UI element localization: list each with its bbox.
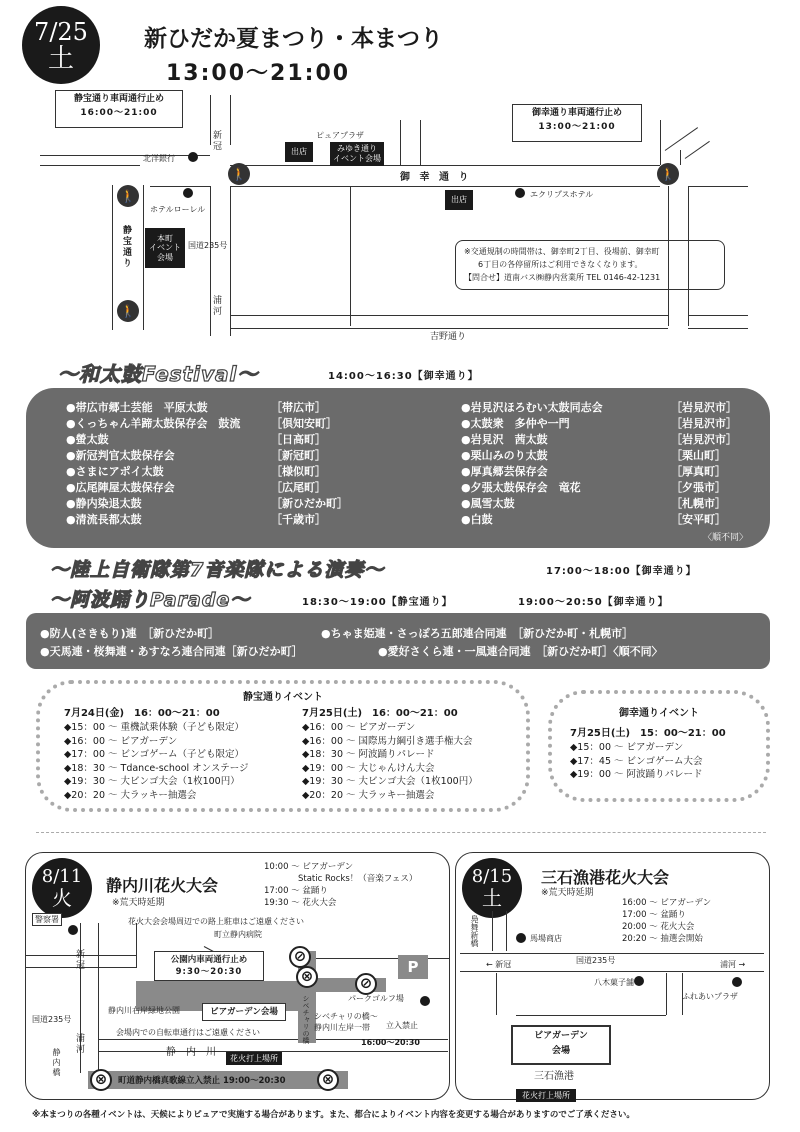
event-item: ◆19：00 ～ 阿波踊りパレード bbox=[570, 769, 703, 780]
band-time: 17:00～18:00【御幸通り】 bbox=[546, 566, 697, 577]
fw1-rain: ※荒天時延期 bbox=[112, 898, 165, 908]
stall-marker-2: 出店 bbox=[445, 190, 473, 210]
label-eclipse: エクリプスホテル bbox=[530, 190, 594, 199]
fw2-weekday: 土 bbox=[482, 886, 502, 910]
taiko-row bbox=[461, 512, 746, 528]
taiko-group-city: ［日高町］ bbox=[271, 433, 326, 446]
fw1-schedule bbox=[264, 861, 417, 909]
label-shizuho-street: 静宝通り bbox=[121, 225, 131, 269]
band-section-title: ～陸上自衛隊第7音楽隊による演奏～ bbox=[50, 559, 385, 581]
fw1-weekday: 火 bbox=[52, 886, 72, 910]
no-entry-icon-4: ⊗ bbox=[90, 1069, 112, 1091]
event-item: ◆19：30 ～ 大ビンゴ大会（1枚100円） bbox=[64, 776, 240, 787]
fw2-shinkan: ← 新冠 bbox=[486, 960, 512, 969]
taiko-row bbox=[66, 448, 381, 464]
label-shinkan: 新冠 bbox=[211, 130, 221, 152]
taiko-group-city: ［新ひだか町］ bbox=[271, 497, 348, 510]
schedule-item: 20:20 ～ 抽選会開始 bbox=[622, 934, 703, 944]
event-item: ◆15：00 ～ 重機試乗体験（子ども限定） bbox=[64, 722, 245, 733]
taiko-time: 14:00～16:30【御幸通り】 bbox=[328, 371, 479, 382]
pedestrian-icon-1: 🚶 bbox=[228, 163, 250, 185]
taiko-group-name: ●風雪太鼓 bbox=[461, 497, 515, 510]
date-badge-7-25 bbox=[22, 6, 100, 84]
notice-line-2: 6丁目の各停留所はご利用できなくなります。 bbox=[478, 260, 643, 269]
date-badge-8-15 bbox=[462, 858, 522, 918]
taiko-group-city: ［様似町］ bbox=[271, 465, 326, 478]
awa-time-1: 18:30～19:00【静宝通り】 bbox=[302, 597, 453, 608]
taiko-group-name: ●広尾陣屋太鼓保存会 bbox=[66, 481, 175, 494]
park-closure-title: 公園内車両通行止め bbox=[170, 955, 248, 965]
taiko-row bbox=[66, 480, 381, 496]
event-item: ◆19：30 ～ 大ビンゴ大会（1枚100円） bbox=[302, 776, 478, 787]
section-divider bbox=[36, 832, 766, 833]
police-marker bbox=[68, 925, 78, 935]
closure-left-time: 16:00～21:00 bbox=[80, 107, 158, 118]
taiko-group-city: ［栗山町］ bbox=[671, 449, 726, 462]
shizuho-day2-list bbox=[302, 721, 478, 802]
taiko-right-list bbox=[461, 400, 746, 528]
miyuki-day bbox=[570, 726, 726, 782]
taiko-order-note: 〈順不同〉 bbox=[702, 533, 748, 543]
taiko-group-name: ●清流長都太鼓 bbox=[66, 513, 142, 526]
no-entry-icon-2: ⊗ bbox=[296, 966, 318, 988]
taiko-row bbox=[66, 400, 381, 416]
awa-row1-right: ●ちゃま姫連・さっぽろ五郎連合同連 ［新ひだか町・札幌市］ bbox=[321, 627, 634, 640]
awa-section-title: ～阿波踊りParade～ bbox=[50, 589, 251, 611]
shizuho-closure-box bbox=[55, 90, 183, 128]
taiko-group-name: ●新冠判官太鼓保存会 bbox=[66, 449, 175, 462]
fw2-title: 三石漁港花火大会 bbox=[541, 868, 670, 887]
event-item: ◆19：00 ～ 大じゃんけん大会 bbox=[302, 762, 435, 774]
fw1-no-entry-time: 16:00～20:30 bbox=[361, 1038, 420, 1047]
taiko-group-city: ［安平町］ bbox=[671, 513, 726, 526]
label-hotel-laurel: ホテルローレル bbox=[150, 205, 206, 214]
awa-groups-box bbox=[26, 613, 770, 669]
fw2-baba-shop: 馬場商店 bbox=[530, 934, 562, 943]
taiko-group-city: ［帯広市］ bbox=[271, 401, 326, 414]
fw1-no-entry: 立入禁止 bbox=[386, 1021, 418, 1030]
no-entry-icon-1: ⊘ bbox=[289, 946, 311, 968]
miyuki-day-header: 7月25日(土) 15：00～21：00 bbox=[570, 728, 726, 739]
pedestrian-icon-2: 🚶 bbox=[657, 163, 679, 185]
event-item: ◆17：00 ～ ビンゴゲーム（子ども限定） bbox=[64, 749, 245, 760]
taiko-row bbox=[461, 432, 746, 448]
fw1-shinkan: 新冠 bbox=[74, 949, 84, 971]
taiko-group-name: ●静内染退太鼓 bbox=[66, 497, 142, 510]
label-urakawa: 浦河 bbox=[211, 295, 221, 317]
taiko-group-name: ●さまにアポイ太鼓 bbox=[66, 465, 164, 478]
taiko-group-name: ●栗山みのり太鼓 bbox=[461, 449, 548, 462]
taiko-group-city: ［広尾町］ bbox=[271, 481, 326, 494]
date-badge-8-11 bbox=[32, 858, 92, 918]
pedestrian-icon-4: 🚶 bbox=[117, 300, 139, 322]
awa-row1-left: ●防人(さきもり)連 ［新ひだか町］ bbox=[40, 627, 220, 640]
weekday-text: 土 bbox=[47, 44, 74, 74]
event-item: ◆16：00 ～ 国際馬力綱引き選手権大会 bbox=[302, 735, 473, 747]
label-route235: 国道235号 bbox=[188, 241, 228, 250]
taiko-group-name: ●夕張太鼓保存会 竜花 bbox=[461, 481, 581, 494]
taiko-row bbox=[461, 480, 746, 496]
shizuho-day2 bbox=[302, 706, 478, 802]
fw1-bridge-closure: 町道静内橋真歌線立入禁止 19:00～20:30 bbox=[118, 1076, 286, 1086]
taiko-group-city: ［千歳市］ bbox=[271, 513, 326, 526]
fw1-cycle-bridge: シベチャリの橋 bbox=[302, 995, 310, 1044]
taiko-row bbox=[66, 416, 381, 432]
taiko-row bbox=[66, 512, 381, 528]
awa-row2-left: ●天馬連・桜舞連・あすなろ連合同連［新ひだか町］ bbox=[40, 645, 303, 658]
event-item: ◆17：45 ～ ビンゴゲーム大会 bbox=[570, 755, 703, 767]
fw1-date: 8/11 bbox=[41, 866, 83, 887]
event-item: ◆20：20 ～ 大ラッキー抽選会 bbox=[64, 789, 197, 801]
miyuki-events-title: 御幸通りイベント bbox=[619, 708, 699, 719]
honmachi-venue-marker: 本町 イベント 会場 bbox=[145, 228, 185, 268]
taiko-group-name: ●岩見沢 茜太鼓 bbox=[461, 433, 548, 446]
fureai-marker bbox=[732, 977, 742, 987]
stall-marker-1: 出店 bbox=[285, 142, 313, 162]
taiko-section-title: ～和太鼓Festival～ bbox=[58, 362, 259, 386]
shizuho-day1 bbox=[64, 706, 249, 802]
yagi-marker bbox=[634, 976, 644, 986]
fw2-date: 8/15 bbox=[471, 866, 513, 887]
bank-marker bbox=[188, 152, 198, 162]
shizuho-events-box bbox=[36, 680, 530, 812]
fw1-route235: 国道235号 bbox=[32, 1015, 72, 1024]
taiko-group-name: ●岩見沢ほろむい太鼓同志会 bbox=[461, 401, 603, 414]
closure-left-title: 静宝通り車両通行止め bbox=[73, 94, 164, 104]
fw2-launch-site: 花火打上場所 bbox=[516, 1089, 576, 1102]
park-closure-time: 9:30～20:30 bbox=[175, 967, 243, 977]
taiko-group-city: ［岩見沢市］ bbox=[671, 401, 737, 414]
schedule-item: 17:00 ～ 盆踊り bbox=[622, 910, 686, 920]
label-miyuki-street: 御 幸 通 り bbox=[400, 172, 472, 183]
fw2-neki-bridge: 鳧舞新橋 bbox=[470, 915, 479, 947]
shizuho-day1-list bbox=[64, 721, 249, 802]
taiko-group-name: ●くっちゃん羊蹄太鼓保存会 鼓流 bbox=[66, 417, 241, 430]
fw1-park-golf: パークゴルフ場 bbox=[348, 994, 404, 1003]
awa-time-2: 19:00～20:50【御幸通り】 bbox=[518, 597, 669, 608]
fw2-rain: ※荒天時延期 bbox=[541, 888, 594, 898]
date-text: 7/25 bbox=[34, 18, 88, 46]
miyuki-closure-box bbox=[512, 104, 642, 142]
main-festival-time: 13:00～21:00 bbox=[166, 61, 351, 86]
taiko-group-name: ●太鼓衆 多仲や一門 bbox=[461, 417, 570, 430]
taiko-left-list bbox=[66, 400, 381, 528]
taiko-row bbox=[66, 496, 381, 512]
no-entry-icon-3: ⊘ bbox=[355, 973, 377, 995]
taiko-row bbox=[461, 464, 746, 480]
fw2-urakawa: 浦河 → bbox=[720, 960, 746, 969]
main-festival-title: 新ひだか夏まつり・本まつり bbox=[144, 25, 443, 52]
taiko-group-city: ［岩見沢市］ bbox=[671, 417, 737, 430]
pedestrian-icon-3: 🚶 bbox=[117, 185, 139, 207]
fw1-urakawa: 浦河 bbox=[74, 1033, 84, 1055]
taiko-row bbox=[461, 496, 746, 512]
shizuho-day2-header: 7月25日(土) 16：00～21：00 bbox=[302, 708, 458, 719]
no-entry-icon-5: ⊗ bbox=[317, 1069, 339, 1091]
miyuki-venue-marker: みゆき通り イベント会場 bbox=[330, 142, 384, 166]
fw1-parking-notice: 花火大会会場周辺での路上駐車はご遠慮ください bbox=[128, 917, 304, 926]
fw2-beer-venue: ビアガーデン 会場 bbox=[511, 1025, 611, 1065]
schedule-item: 16:00 ～ ビアガーデン bbox=[622, 898, 712, 908]
eclipse-marker bbox=[515, 188, 525, 198]
fw1-title: 静内川花火大会 bbox=[106, 876, 219, 895]
fw1-no-entry-loc: シベチャリの橋〜 静内川左岸一帯 bbox=[314, 1012, 378, 1032]
shizunai-fireworks-panel bbox=[25, 852, 450, 1100]
miyuki-events-box bbox=[548, 690, 770, 802]
label-yoshino: 吉野通り bbox=[430, 332, 467, 342]
taiko-group-city: ［岩見沢市］ bbox=[671, 433, 737, 446]
taiko-row bbox=[461, 448, 746, 464]
traffic-notice-box bbox=[455, 240, 725, 290]
fw2-route235: 国道235号 bbox=[576, 956, 616, 965]
fw2-port: 三石漁港 bbox=[534, 1071, 574, 1082]
fw1-launch-site: 花火打上場所 bbox=[226, 1052, 282, 1065]
event-item: ◆15：00 ～ ビアガーデン bbox=[570, 742, 684, 753]
taiko-group-name: ●螢太鼓 bbox=[66, 433, 109, 446]
mitsuishi-fireworks-panel bbox=[455, 852, 770, 1100]
fw1-shizunai-bridge: 静内橋 bbox=[52, 1048, 61, 1078]
police-station-box: 警察署 bbox=[32, 913, 62, 926]
event-item: ◆18：30 ～ 阿波踊りパレード bbox=[302, 749, 435, 760]
taiko-performers-box bbox=[26, 388, 770, 548]
taiko-group-city: ［夕張市］ bbox=[671, 481, 726, 494]
taiko-row bbox=[66, 464, 381, 480]
schedule-item: 20:00 ～ 花火大会 bbox=[622, 922, 695, 932]
taiko-group-name: ●白鼓 bbox=[461, 513, 493, 526]
taiko-row bbox=[461, 416, 746, 432]
fw1-river: 静 内 川 bbox=[166, 1047, 216, 1058]
fw1-hospital: 町立静内病院 bbox=[214, 930, 262, 939]
event-item: ◆16：00 ～ ビアガーデン bbox=[64, 735, 178, 747]
taiko-group-name: ●帯広市郷土芸能 平原太鼓 bbox=[66, 401, 208, 414]
hotel-laurel-marker bbox=[183, 188, 193, 198]
awa-row2-right: ●愛好さくら連・一風連合同連 ［新ひだか町］〈順不同〉 bbox=[378, 645, 663, 658]
baba-marker bbox=[516, 933, 526, 943]
label-pure-plaza: ピュアプラザ bbox=[316, 131, 364, 140]
closure-right-title: 御幸通り車両通行止め bbox=[531, 108, 622, 118]
miyuki-list bbox=[570, 741, 726, 782]
fw2-schedule bbox=[622, 897, 711, 945]
schedule-item: 19:30 ～ 花火大会 bbox=[264, 898, 337, 908]
schedule-item: 10:00 ～ ビアガーデン bbox=[264, 862, 354, 872]
park-closure-box bbox=[154, 951, 264, 981]
parking-icon: P bbox=[398, 955, 428, 979]
fw2-fureai: ふれあいプラザ bbox=[682, 992, 738, 1001]
notice-line-3: 【問合せ】道南バス㈱静内営業所 TEL 0146-42-1231 bbox=[464, 273, 661, 282]
fw1-riverside-park: 静内川右岸緑地公園 bbox=[108, 1006, 180, 1015]
fw1-beer-venue: ビアガーデン会場 bbox=[202, 1003, 286, 1021]
taiko-group-city: ［新冠町］ bbox=[271, 449, 326, 462]
fw2-yagi-shop: 八木菓子舗 bbox=[594, 978, 634, 987]
taiko-group-city: ［倶知安町］ bbox=[271, 417, 337, 430]
fw1-bike-notice: 会場内での自転車通行はご遠慮ください bbox=[116, 1028, 260, 1037]
shizuho-day1-header: 7月24日(金) 16：00～21：00 bbox=[64, 708, 220, 719]
closure-right-time: 13:00～21:00 bbox=[538, 121, 616, 132]
schedule-item: Static Rocks！（音楽フェス） bbox=[264, 874, 418, 884]
park-golf-marker bbox=[420, 996, 430, 1006]
notice-line-1: ※交通規制の時間帯は、御幸町2丁目、役場前、御幸町 bbox=[464, 247, 660, 256]
event-item: ◆20：20 ～ 大ラッキー抽選会 bbox=[302, 789, 435, 801]
taiko-group-city: ［厚真町］ bbox=[671, 465, 726, 478]
footer-note: ※本まつりの各種イベントは、天候によりピュアで実施する場合があります。また、都合によりイベント内容を変更する場合がありますのでご了承ください。 bbox=[32, 1110, 635, 1120]
taiko-group-name: ●厚真郷芸保存会 bbox=[461, 465, 548, 478]
event-item: ◆16：00 ～ ビアガーデン bbox=[302, 722, 416, 733]
taiko-group-city: ［札幌市］ bbox=[671, 497, 726, 510]
label-bank: 北洋銀行 bbox=[143, 154, 175, 163]
schedule-item: 17:00 ～ 盆踊り bbox=[264, 886, 328, 896]
event-item: ◆18：30 ～ Tdance-school オンステージ bbox=[64, 762, 249, 774]
taiko-row bbox=[66, 432, 381, 448]
shizuho-events-title: 静宝通りイベント bbox=[243, 692, 323, 703]
taiko-row bbox=[461, 400, 746, 416]
